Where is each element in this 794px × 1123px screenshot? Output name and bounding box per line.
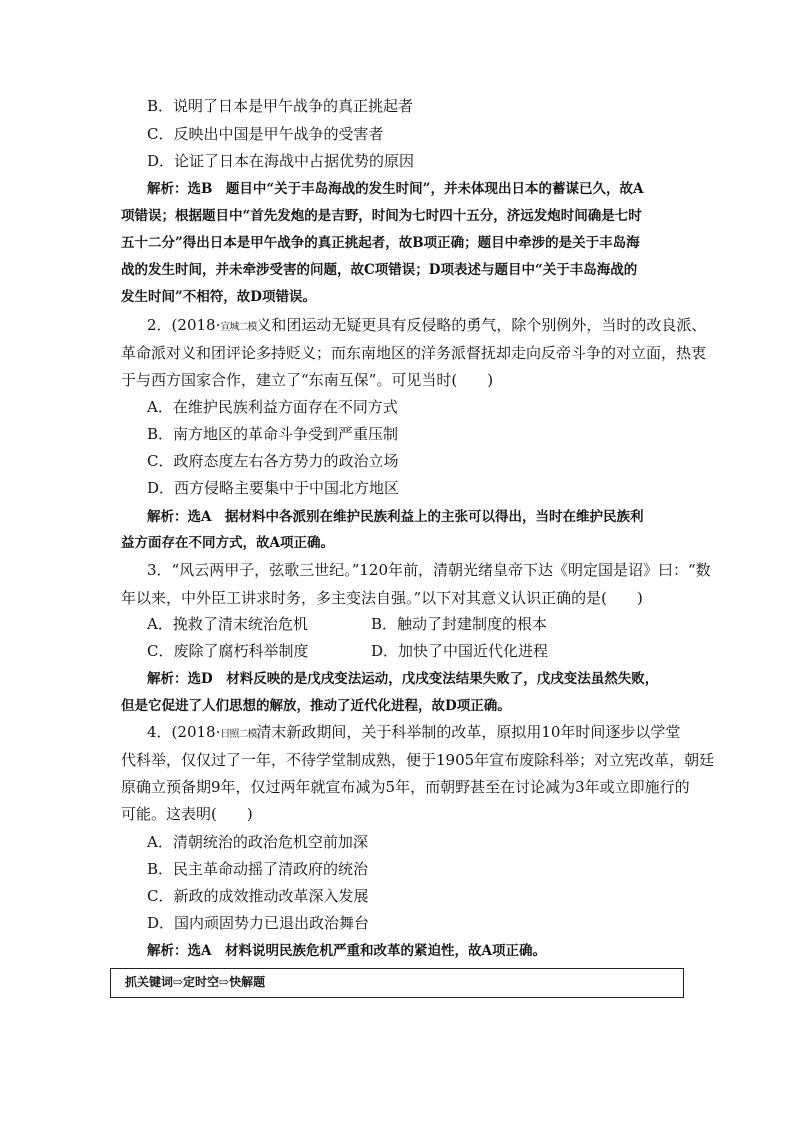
q1-analysis-line: 五十二分”得出日本是甲午战争的真正挑起者，故B项正确；题目中牵涉的是关于丰岛海 bbox=[121, 235, 640, 251]
q3-option-c: C．废除了腐朽科举制度 bbox=[147, 642, 309, 660]
q1-analysis-line: 发生时间”不相符，故D项错误。 bbox=[121, 289, 316, 305]
q4-number: 4．(2018· bbox=[147, 723, 221, 741]
q3-option-d: D．加快了中国近代化进程 bbox=[371, 642, 549, 660]
q1-option-d: D．论证了日本在海战中占据优势的原因 bbox=[147, 152, 415, 170]
q3-analysis-line: 但是它促进了人们思想的解放，推动了近代化进程，故D项正确。 bbox=[121, 698, 511, 714]
q2-option-d: D．西方侵略主要集中于中国北方地区 bbox=[147, 479, 400, 497]
q1-analysis-line: 解析：选B 题目中“关于丰岛海战的发生时间”，并未体现出日本的蓄谋已久，故A bbox=[147, 181, 644, 197]
q3-option-b: B．触动了封建制度的根本 bbox=[371, 615, 548, 633]
q1-analysis-line: 项错误；根据题目中“首先发炮的是吉野，时间为七时四十五分，济远发炮时间确是七时 bbox=[121, 208, 642, 224]
q3-option-a: A．挽救了清末统治危机 bbox=[147, 615, 308, 633]
q2-analysis-line: 解析：选A 据材料中各派别在维护民族利益上的主张可以得出，当时在维护民族利 bbox=[147, 509, 644, 525]
q4-stem-line: 可能。这表明( ) bbox=[121, 805, 253, 823]
q4-source-tag: 日照二模 bbox=[220, 729, 257, 740]
q3-stem-line: 3．“风云两甲子，弦歌三世纪。”120年前，清朝光绪皇帝下达《明定国是诏》曰：“数 bbox=[147, 561, 711, 579]
q2-stem-line: 于与西方国家合作，建立了“东南互保”。可见当时( ) bbox=[121, 371, 494, 389]
q4-stem-line: 代科举，仅仅过了一年，不待学堂制成熟，便于1905年宣布废除科举；对立宪改革，朝廷 bbox=[121, 751, 715, 769]
q3-analysis-line: 解析：选D 材料反映的是戊戌变法运动，戊戌变法结果失败了，戊戌变法虽然失败， bbox=[147, 671, 659, 687]
q2-option-b: B．南方地区的革命斗争受到严重压制 bbox=[147, 425, 399, 443]
q2-number: 2．(2018· bbox=[147, 316, 221, 334]
q1-option-b: B．说明了日本是甲午战争的真正挑起者 bbox=[147, 97, 414, 115]
section-box-label: 抓关键词⇨定时空⇨快解题 bbox=[125, 975, 266, 989]
q4-stem-text: 清末新政期间，关于科举制的改革，原拟用10年时间逐步以学堂 bbox=[256, 723, 681, 741]
q4-stem-first bbox=[147, 722, 680, 745]
q1-option-c: C．反映出中国是甲午战争的受害者 bbox=[147, 125, 384, 143]
q2-option-a: A．在维护民族利益方面存在不同方式 bbox=[147, 398, 398, 416]
q1-analysis-line: 战的发生时间，并未牵涉受害的问题，故C项错误；D项表述与题目中“关于丰岛海战的 bbox=[121, 262, 638, 278]
q4-option-a: A．清朝统治的政治危机空前加深 bbox=[147, 833, 368, 851]
q3-stem-line: 年以来，中外臣工讲求时务，多主变法自强。”以下对其意义认识正确的是( ) bbox=[121, 589, 643, 607]
q2-analysis-line: 益方面存在不同方式，故A项正确。 bbox=[121, 535, 334, 551]
q2-stem-line: 革命派对义和团评论多持贬义；而东南地区的洋务派督抚却走向反帝斗争的对立面，热衷 bbox=[121, 344, 707, 362]
q4-option-d: D．国内顽固势力已退出政治舞台 bbox=[147, 914, 370, 932]
section-box bbox=[110, 968, 684, 998]
q4-option-b: B．民主革命动摇了清政府的统治 bbox=[147, 860, 369, 878]
q2-option-c: C．政府态度左右各方势力的政治立场 bbox=[147, 452, 399, 470]
q2-source-tag: 宣城二模 bbox=[220, 322, 257, 333]
q4-option-c: C．新政的成效推动改革深入发展 bbox=[147, 887, 369, 905]
q2-stem-first bbox=[147, 315, 706, 338]
q4-stem-line: 原确立预备期9年，仅过两年就宣布减为5年，而朝野甚至在讨论减为3年或立即施行的 bbox=[121, 778, 690, 796]
q2-stem-text: 义和团运动无疑更具有反侵略的勇气，除个别例外，当时的改良派、 bbox=[256, 316, 707, 334]
q4-analysis-line: 解析：选A 材料说明民族危机严重和改革的紧迫性，故A项正确。 bbox=[147, 943, 546, 959]
